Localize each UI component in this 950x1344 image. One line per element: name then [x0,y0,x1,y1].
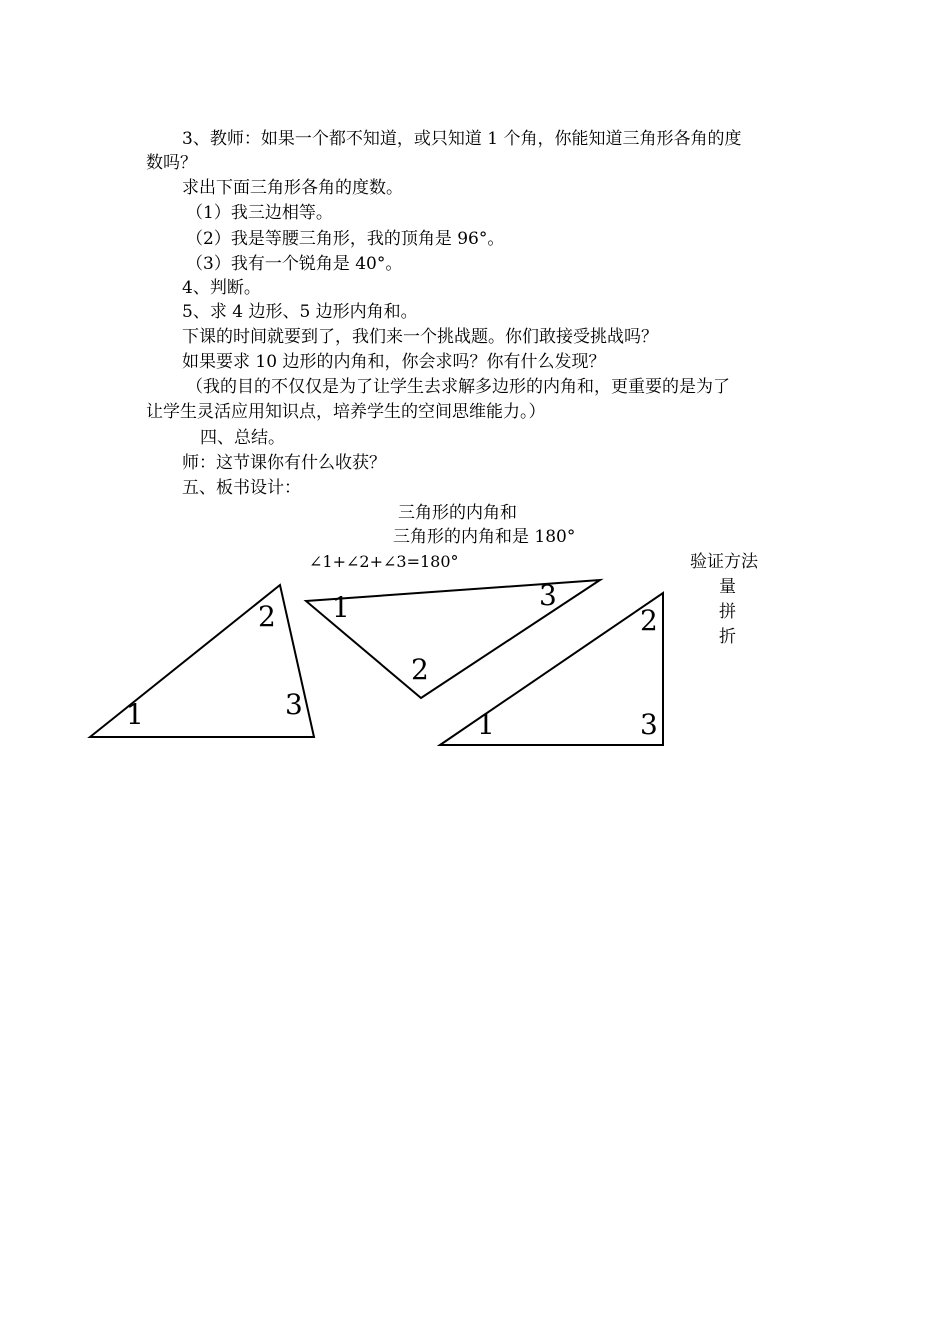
board-equation: ∠1+∠2+∠3=180° [309,552,459,571]
triangle-right-shape [440,593,663,745]
triangle-middle [306,579,600,698]
triangle-left-label-1: 1 [126,698,144,731]
method-measure: 量 [719,577,736,597]
triangle-middle-label-2: 2 [411,653,429,686]
paragraph-item-2: （2）我是等腰三角形，我的顶角是 96°。 [186,229,505,249]
paragraph-purpose: （我的目的不仅仅是为了让学生去求解多边形的内角和，更重要的是为了 [186,377,730,397]
board-title: 三角形的内角和 [398,503,517,523]
paragraph-q3-continued: 数吗？ [146,153,197,173]
triangle-right [440,593,663,745]
triangle-middle-label-1: 1 [332,591,350,624]
paragraph-item-3: （3）我有一个锐角是 40°。 [186,254,403,274]
paragraph-judge: 4、判断。 [182,278,261,298]
triangle-right-label-1: 1 [477,708,495,741]
triangle-right-label-2: 2 [640,604,658,637]
paragraph-purpose-continued: 让学生灵活应用知识点，培养学生的空间思维能力。） [146,402,546,422]
method-combine: 拼 [719,602,736,622]
triangle-middle-label-3: 3 [539,579,557,612]
paragraph-task: 求出下面三角形各角的度数。 [182,178,403,198]
paragraph-teacher-question: 师：这节课你有什么收获？ [182,453,386,473]
board-subtitle: 三角形的内角和是 180° [393,527,576,547]
paragraph-q3: 3、教师：如果一个都不知道，或只知道 1 个角，你能知道三角形各角的度 [182,129,742,149]
section-summary: 四、总结。 [200,428,285,448]
triangle-left [90,585,314,737]
paragraph-decagon: 如果要求 10 边形的内角和，你会求吗？你有什么发现？ [182,352,606,372]
methods-title: 验证方法 [690,552,758,572]
method-fold: 折 [719,627,736,647]
paragraph-polygon: 5、求 4 边形、5 边形内角和。 [182,302,418,322]
paragraph-item-1: （1）我三边相等。 [186,203,333,223]
triangle-left-label-2: 2 [258,600,276,633]
triangle-left-shape [90,585,314,737]
paragraph-challenge: 下课的时间就要到了，我们来一个挑战题。你们敢接受挑战吗？ [182,327,658,347]
triangle-right-label-3: 3 [640,708,658,741]
triangle-left-label-3: 3 [285,688,303,721]
section-board-design: 五、板书设计： [182,478,301,498]
